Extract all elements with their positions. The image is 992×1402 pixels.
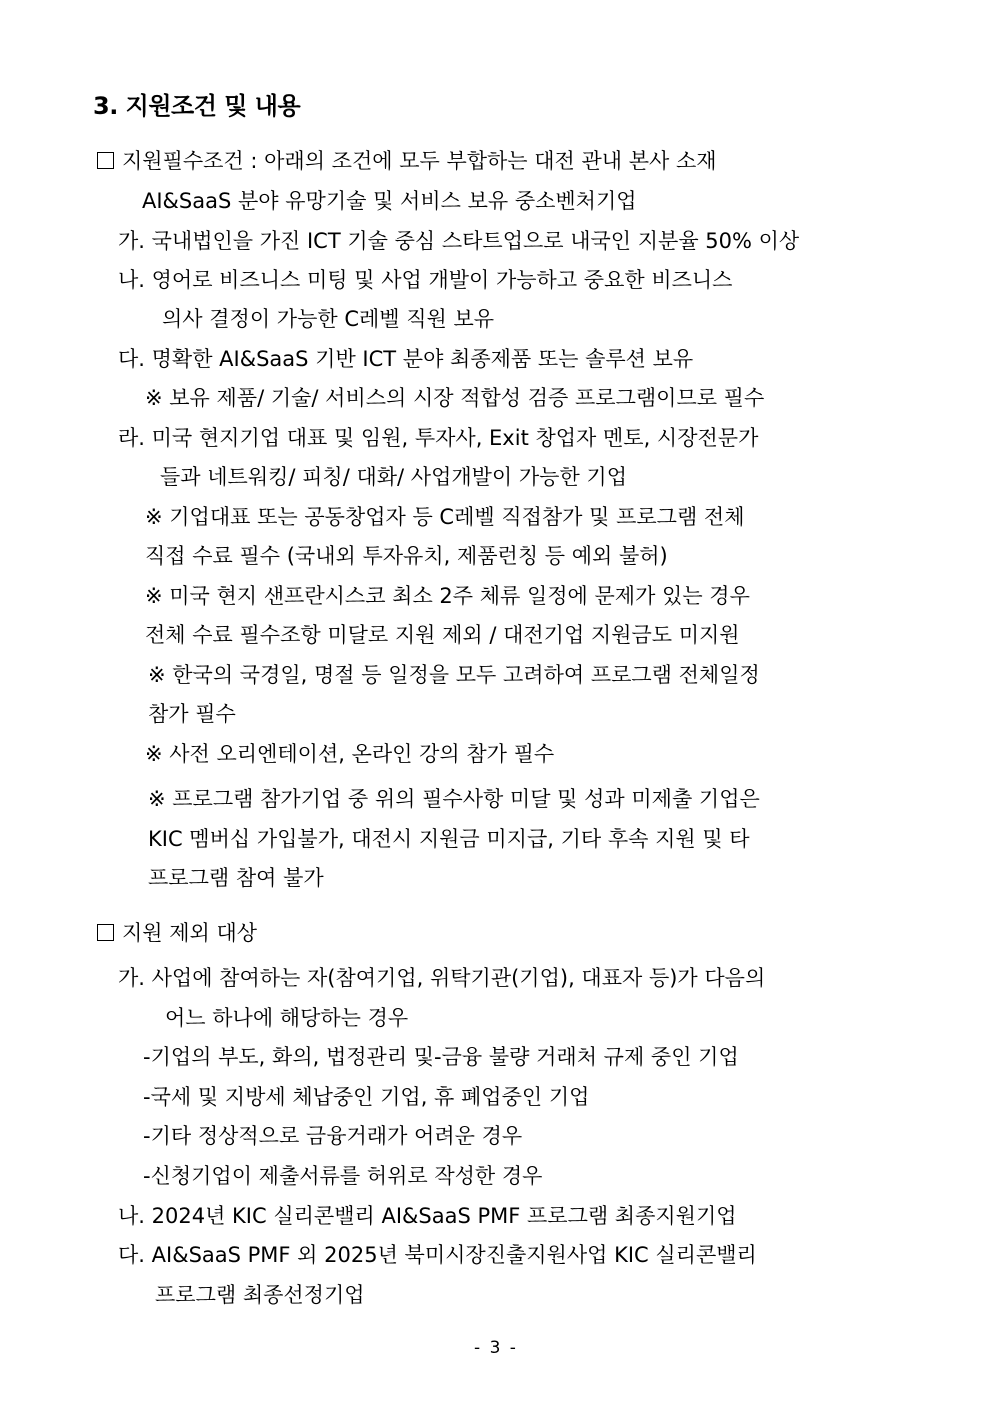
dash-item-3: -기타 정상적으로 금융거래가 어려운 경우: [143, 1124, 523, 1148]
s2-item-da-line2: 프로그램 최종선정기업: [155, 1283, 365, 1307]
note2-line1: ※ 미국 현지 샌프란시스코 최소 2주 체류 일정에 문제가 있는 경우: [145, 584, 750, 608]
s2-item-na: 나. 2024년 KIC 실리콘밸리 AI&SaaS PMF 프로그램 최종지원기업: [118, 1204, 737, 1228]
note2-line2: 전체 수료 필수조항 미달로 지원 제외 / 대전기업 지원금도 미지원: [145, 623, 740, 647]
item-ra-line1: 라. 미국 현지기업 대표 및 임원, 투자사, Exit 창업자 멘토, 시장전문가: [118, 426, 759, 450]
s2-item-da-line1: 다. AI&SaaS PMF 외 2025년 북미시장진출지원사업 KIC 실리콘밸리: [118, 1243, 757, 1267]
dash-item-2: -국세 및 지방세 체납중인 기업, 휴 폐업중인 기업: [143, 1085, 590, 1109]
note5-line2: KIC 멤버십 가입불가, 대전시 지원금 미지급, 기타 후속 지원 및 타: [148, 827, 750, 851]
section-heading: 3. 지원조건 및 내용: [93, 92, 301, 120]
item-na-line1: 나. 영어로 비즈니스 미팅 및 사업 개발이 가능하고 중요한 비즈니스: [118, 268, 733, 292]
note5-line3: 프로그램 참여 불가: [148, 866, 324, 890]
note4: ※ 사전 오리엔테이션, 온라인 강의 참가 필수: [145, 742, 555, 766]
item-ga: 가. 국내법인을 가진 ICT 기술 중심 스타트업으로 내국인 지분율 50% 이상: [118, 229, 800, 253]
section1-title: [97, 148, 717, 174]
note1-line2: 직접 수료 필수 (국내외 투자유치, 제품런칭 등 예외 불허): [145, 544, 668, 568]
page-number: - 3 -: [474, 1338, 518, 1358]
checkbox-square-icon: [97, 924, 114, 941]
note-da: ※ 보유 제품/ 기술/ 서비스의 시장 적합성 검증 프로그램이므로 필수: [145, 386, 765, 410]
note5-line1: ※ 프로그램 참가기업 중 위의 필수사항 미달 및 성과 미제출 기업은: [148, 787, 760, 811]
item-ra-line2: 들과 네트워킹/ 피칭/ 대화/ 사업개발이 가능한 기업: [160, 465, 627, 489]
note3-line2: 참가 필수: [148, 702, 236, 726]
note3-line1: ※ 한국의 국경일, 명절 등 일정을 모두 고려하여 프로그램 전체일정: [148, 663, 760, 687]
note1-line1: ※ 기업대표 또는 공동창업자 등 C레벨 직접참가 및 프로그램 전체: [145, 505, 745, 529]
checkbox-square-icon: [97, 152, 114, 169]
s2-item-ga-line2: 어느 하나에 해당하는 경우: [165, 1006, 409, 1030]
section2-title: [97, 920, 257, 946]
section1-title-text: 지원필수조건 : 아래의 조건에 모두 부합하는 대전 관내 본사 소재: [122, 149, 717, 173]
dash-item-1: -기업의 부도, 화의, 법정관리 및-금융 불량 거래처 규제 중인 기업: [143, 1045, 739, 1069]
item-na-line2: 의사 결정이 가능한 C레벨 직원 보유: [162, 307, 495, 331]
section2-title-text: 지원 제외 대상: [122, 921, 258, 945]
s2-item-ga-line1: 가. 사업에 참여하는 자(참여기업, 위탁기관(기업), 대표자 등)가 다음의: [118, 966, 766, 990]
dash-item-4: -신청기업이 제출서류를 허위로 작성한 경우: [143, 1164, 543, 1188]
section1-line2: AI&SaaS 분야 유망기술 및 서비스 보유 중소벤처기업: [142, 189, 637, 213]
item-da: 다. 명확한 AI&SaaS 기반 ICT 분야 최종제품 또는 솔루션 보유: [118, 347, 694, 371]
